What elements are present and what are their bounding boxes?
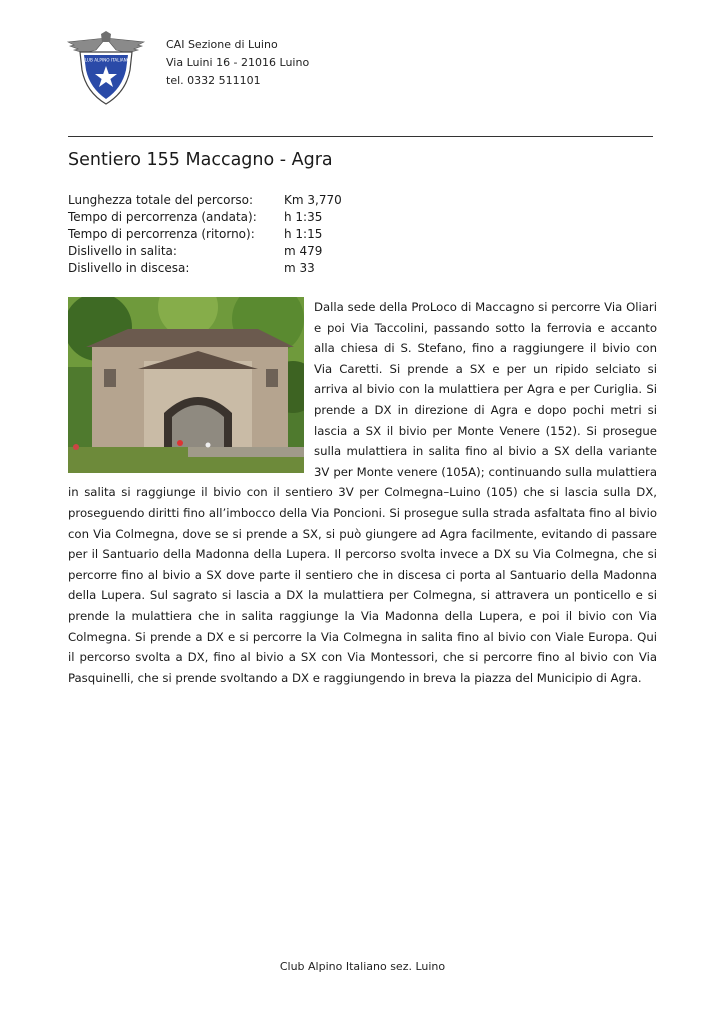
stat-value: m 33 — [284, 261, 315, 275]
stat-row — [68, 260, 342, 277]
stat-row — [68, 209, 342, 226]
stat-label: Tempo di percorrenza (ritorno): — [68, 227, 255, 241]
stat-value: m 479 — [284, 244, 323, 258]
stat-label: Lunghezza totale del percorso: — [68, 193, 254, 207]
header-contact — [166, 36, 309, 90]
stat-label: Dislivello in discesa: — [68, 261, 190, 275]
stat-row — [68, 226, 342, 243]
phone: tel. 0332 511101 — [166, 74, 261, 87]
stat-value: Km 3,770 — [284, 193, 342, 207]
cai-logo — [64, 30, 148, 106]
header-divider — [68, 136, 653, 137]
page-footer: Club Alpino Italiano sez. Luino — [279, 960, 446, 973]
address: Via Luini 16 - 21016 Luino — [166, 56, 310, 69]
stat-value: h 1:15 — [284, 227, 323, 241]
sanctuary-photo — [68, 297, 304, 473]
stat-label: Dislivello in salita: — [68, 244, 177, 258]
stat-value: h 1:35 — [284, 210, 323, 224]
stat-row — [68, 192, 342, 209]
stat-row — [68, 243, 342, 260]
stat-label: Tempo di percorrenza (andata): — [68, 210, 257, 224]
logo-text: CLUB ALPINO ITALIANO — [81, 57, 131, 63]
trail-stats — [68, 192, 342, 277]
org-name: CAI Sezione di Luino — [166, 38, 278, 51]
route-description — [68, 297, 657, 688]
page-title: Sentiero 155 Maccagno - Agra — [68, 150, 333, 170]
route-text: Dalla sede della ProLoco di Maccagno si percorre Via Oliari e poi Via Taccolini, passando sotto la ferrovia e accanto alla chiesa di S. Stefano, fino a raggiungere il bivio con Via Caretti. Si prende a SX e per un ripido selciato si arriva al bivio con la mulattiera per Agra e per Curiglia. Si prende a DX in direzione di Agra e dopo pochi metri si lascia a SX il bivio per Monte Venere (152). Si prosegue sulla mulattiera in salita fino al bivio a SX della variante 3V per Monte venere (105A); continuando sulla mulattiera in salita si raggiunge il bivio con il sentiero 3V per Colmegna–Luino (105) che si lascia sulla DX, proseguendo diritti fino all’imbocco della Via Poncioni. Si prosegue sulla strada asfaltata fino al bivio con Via Colmegna, dove se si prende a SX, si può giungere ad Agra facilmente, evitando di passare per il Santuario della Madonna della Lupera. Il percorso svolta invece a DX su Via Colmegna, che si percorre fino al bivio a SX dove parte il sentiero che in discesa ci porta al Santuario della Madonna della Lupera. Sul sagrato si lascia a DX la mulattiera per Colmegna, si attravera un ponticello e si prende la mulattiera che in salita raggiunge la Via Madonna della Lupera, e poi il bivio con Via Colmegna. Si prende a DX e si percorre la Via Colmegna in salita fino al bivio con Viale Europa. Qui il percorso svolta a DX, fino al bivio a SX con Via Montessori, che si percorre fino al bivio con Via Pasquinelli, che si prende svoltando a DX e raggiungendo in breva la piazza del Municipio di Agra. — [68, 300, 657, 685]
